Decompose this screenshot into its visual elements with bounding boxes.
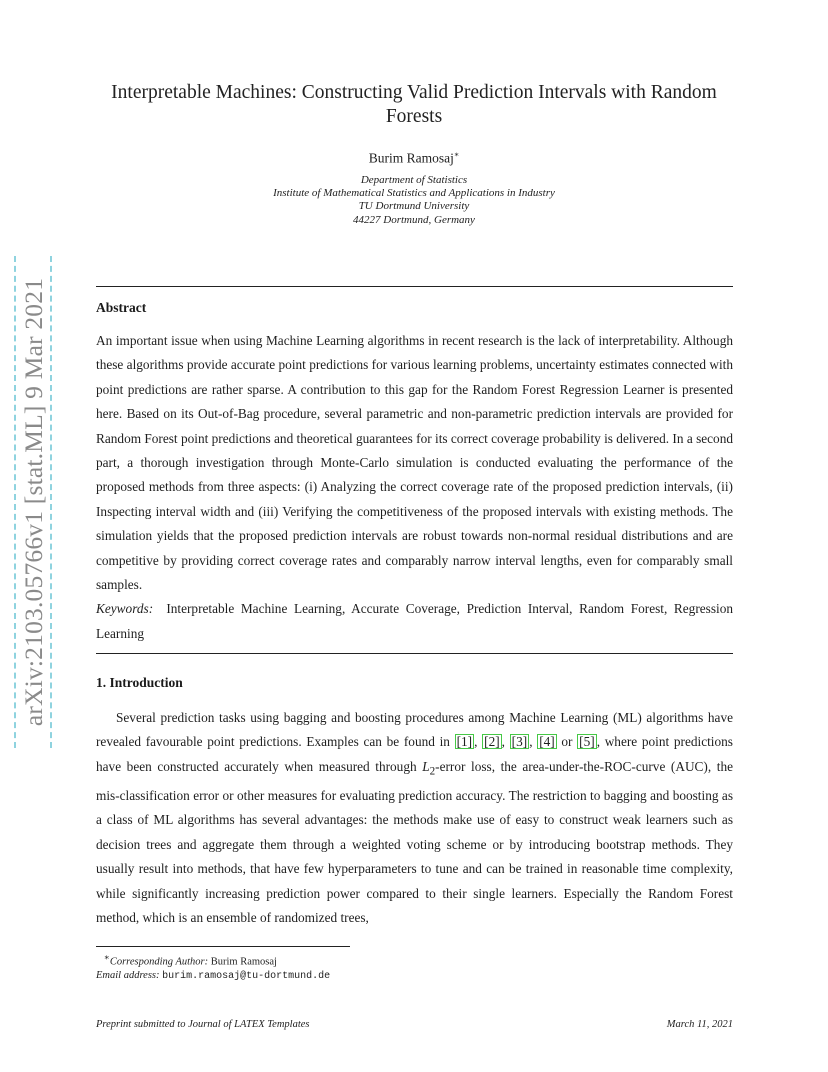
affiliation-line: 44227 Dortmund, Germany	[353, 213, 475, 226]
intro-text-2b: -error loss, the area-under-the-ROC-curve (AUC), the mis-classification error or other measures for evaluating prediction accuracy. The restriction to bagging and boosting as a class of ML algorithms has several advantages: the methods make use of easy to construct weak learners such as decision trees and aggregate them through a weighted voting scheme or by introducing bootstrap methods. They usually result into methods, that have few hyperparameters to tune and can be trained in reasonable time complexity, while significantly increasing prediction power compared to their single learners. Especially the Random Forest method, which is an ensemble of randomized trees,	[96, 758, 733, 925]
author-name	[96, 150, 732, 167]
keywords-label: Keywords:	[96, 601, 154, 617]
footnote-name: Burim Ramosaj	[210, 956, 277, 968]
citation-link[interactable]: [5]	[579, 734, 595, 750]
intro-text-2a: , where point predictions have been constructed accurately when measured through	[96, 734, 733, 774]
abstract-text: An important issue when using Machine Learning algorithms in recent research is the lack of interpretability. Although these algorithms provide accurate point predictions for various learning problems, uncertainty estimates connected with point predictions are rather sparse. A contribution to this gap for the Random Forest Regression Learner is presented here. Based on its Out-of-Bag procedure, several parametric and non-parametric prediction intervals are provided for Random Forest point predictions and theoretical guarantees for its correct coverage probability is delivered. In a second part, a thorough investigation through Monte-Carlo simulation is conducted evaluating the performance of the proposed methods from three aspects: (i) Analyzing the correct coverage rate of the proposed prediction intervals, (ii) Inspecting interval width and (iii) Verifying the competitiveness of the proposed intervals with existing methods. The simulation yields that the proposed prediction intervals are robust towards non-normal residual distributions and are competitive by providing correct coverage rates and comparably narrow interval lengths, even for comparably small samples.	[96, 333, 733, 593]
abstract-heading: Abstract	[96, 300, 147, 315]
title-line-2: Forests	[385, 106, 443, 127]
introduction-heading: 1. Introduction	[96, 675, 183, 690]
abstract-bottom-rule	[96, 653, 733, 654]
footnote	[96, 951, 330, 983]
footnote-author-line	[96, 951, 330, 969]
keywords-text: Interpretable Machine Learning, Accurate Coverage, Prediction Interval, Random Forest, Regression Learning	[96, 601, 734, 641]
author-name-text: Burim Ramosaj	[368, 150, 454, 166]
intro-text-1: Several prediction tasks using bagging and boosting procedures among Machine Learning (ML) algorithms have revealed favourable point predictions. Examples can be found in	[96, 710, 733, 750]
author-footnote-mark[interactable]: ∗	[453, 150, 460, 159]
citation-link[interactable]: [1]	[456, 734, 473, 750]
footnote-mark: ∗	[103, 952, 110, 962]
email-address[interactable]: burim.ramosaj@tu-dortmund.de	[162, 970, 331, 982]
title-line-1: Interpretable Machines: Constructing Valid Prediction Intervals with Random	[111, 82, 717, 103]
preprint-date: March 11, 2021	[666, 1019, 733, 1030]
footnote-label: Corresponding Author:	[109, 956, 209, 968]
abstract-body	[96, 329, 733, 646]
abstract-top-rule	[96, 286, 733, 287]
email-label: Email address:	[96, 969, 160, 981]
citation-link[interactable]: [2]	[484, 734, 500, 750]
affiliation-line: Department of Statistics	[360, 174, 468, 186]
preprint-note: Preprint submitted to Journal of LATEX Templates	[96, 1019, 310, 1030]
citation-link[interactable]: [3]	[511, 734, 528, 750]
arxiv-identifier[interactable]: arXiv:2103.05766v1 [stat.ML] 9 Mar 2021	[19, 277, 48, 727]
footnote-email-line	[96, 969, 330, 983]
paper-title	[96, 81, 732, 129]
affiliation	[96, 174, 732, 227]
footnote-rule	[96, 946, 350, 947]
l2-symbol: L	[422, 758, 430, 774]
affiliation-line: Institute of Mathematical Statistics and Applications in Industry	[273, 187, 555, 200]
affiliation-line: TU Dortmund University	[358, 200, 470, 213]
citation-link[interactable]: [4]	[539, 734, 555, 750]
l2-subscript: 2	[429, 765, 436, 778]
introduction-body: Several prediction tasks using bagging and boosting procedures among Machine Learning (ML) algorithms have revealed favourable point predictions. Examples can be found in [1] , [2] , [3] , [4] or [5] , where point predictions have been constructed accurately when measured through $L_2$-error loss, the area-under-the-ROC-curve (AUC), the mis-classification error or other measures for evaluating prediction accuracy. The restriction to bagging and boosting as a class of ML algorithms has several advantages: the methods make use of easy to construct weak learners such as decision trees and aggregate them through a weighted voting scheme or by introducing bootstrap methods. They usually result into methods, that have few hyperparameters to tune and can be trained in reasonable time complexity, while significantly increasing prediction power compared to their single learners. Especially the Random Forest method, which is an ensemble of randomized trees,	[96, 710, 733, 925]
